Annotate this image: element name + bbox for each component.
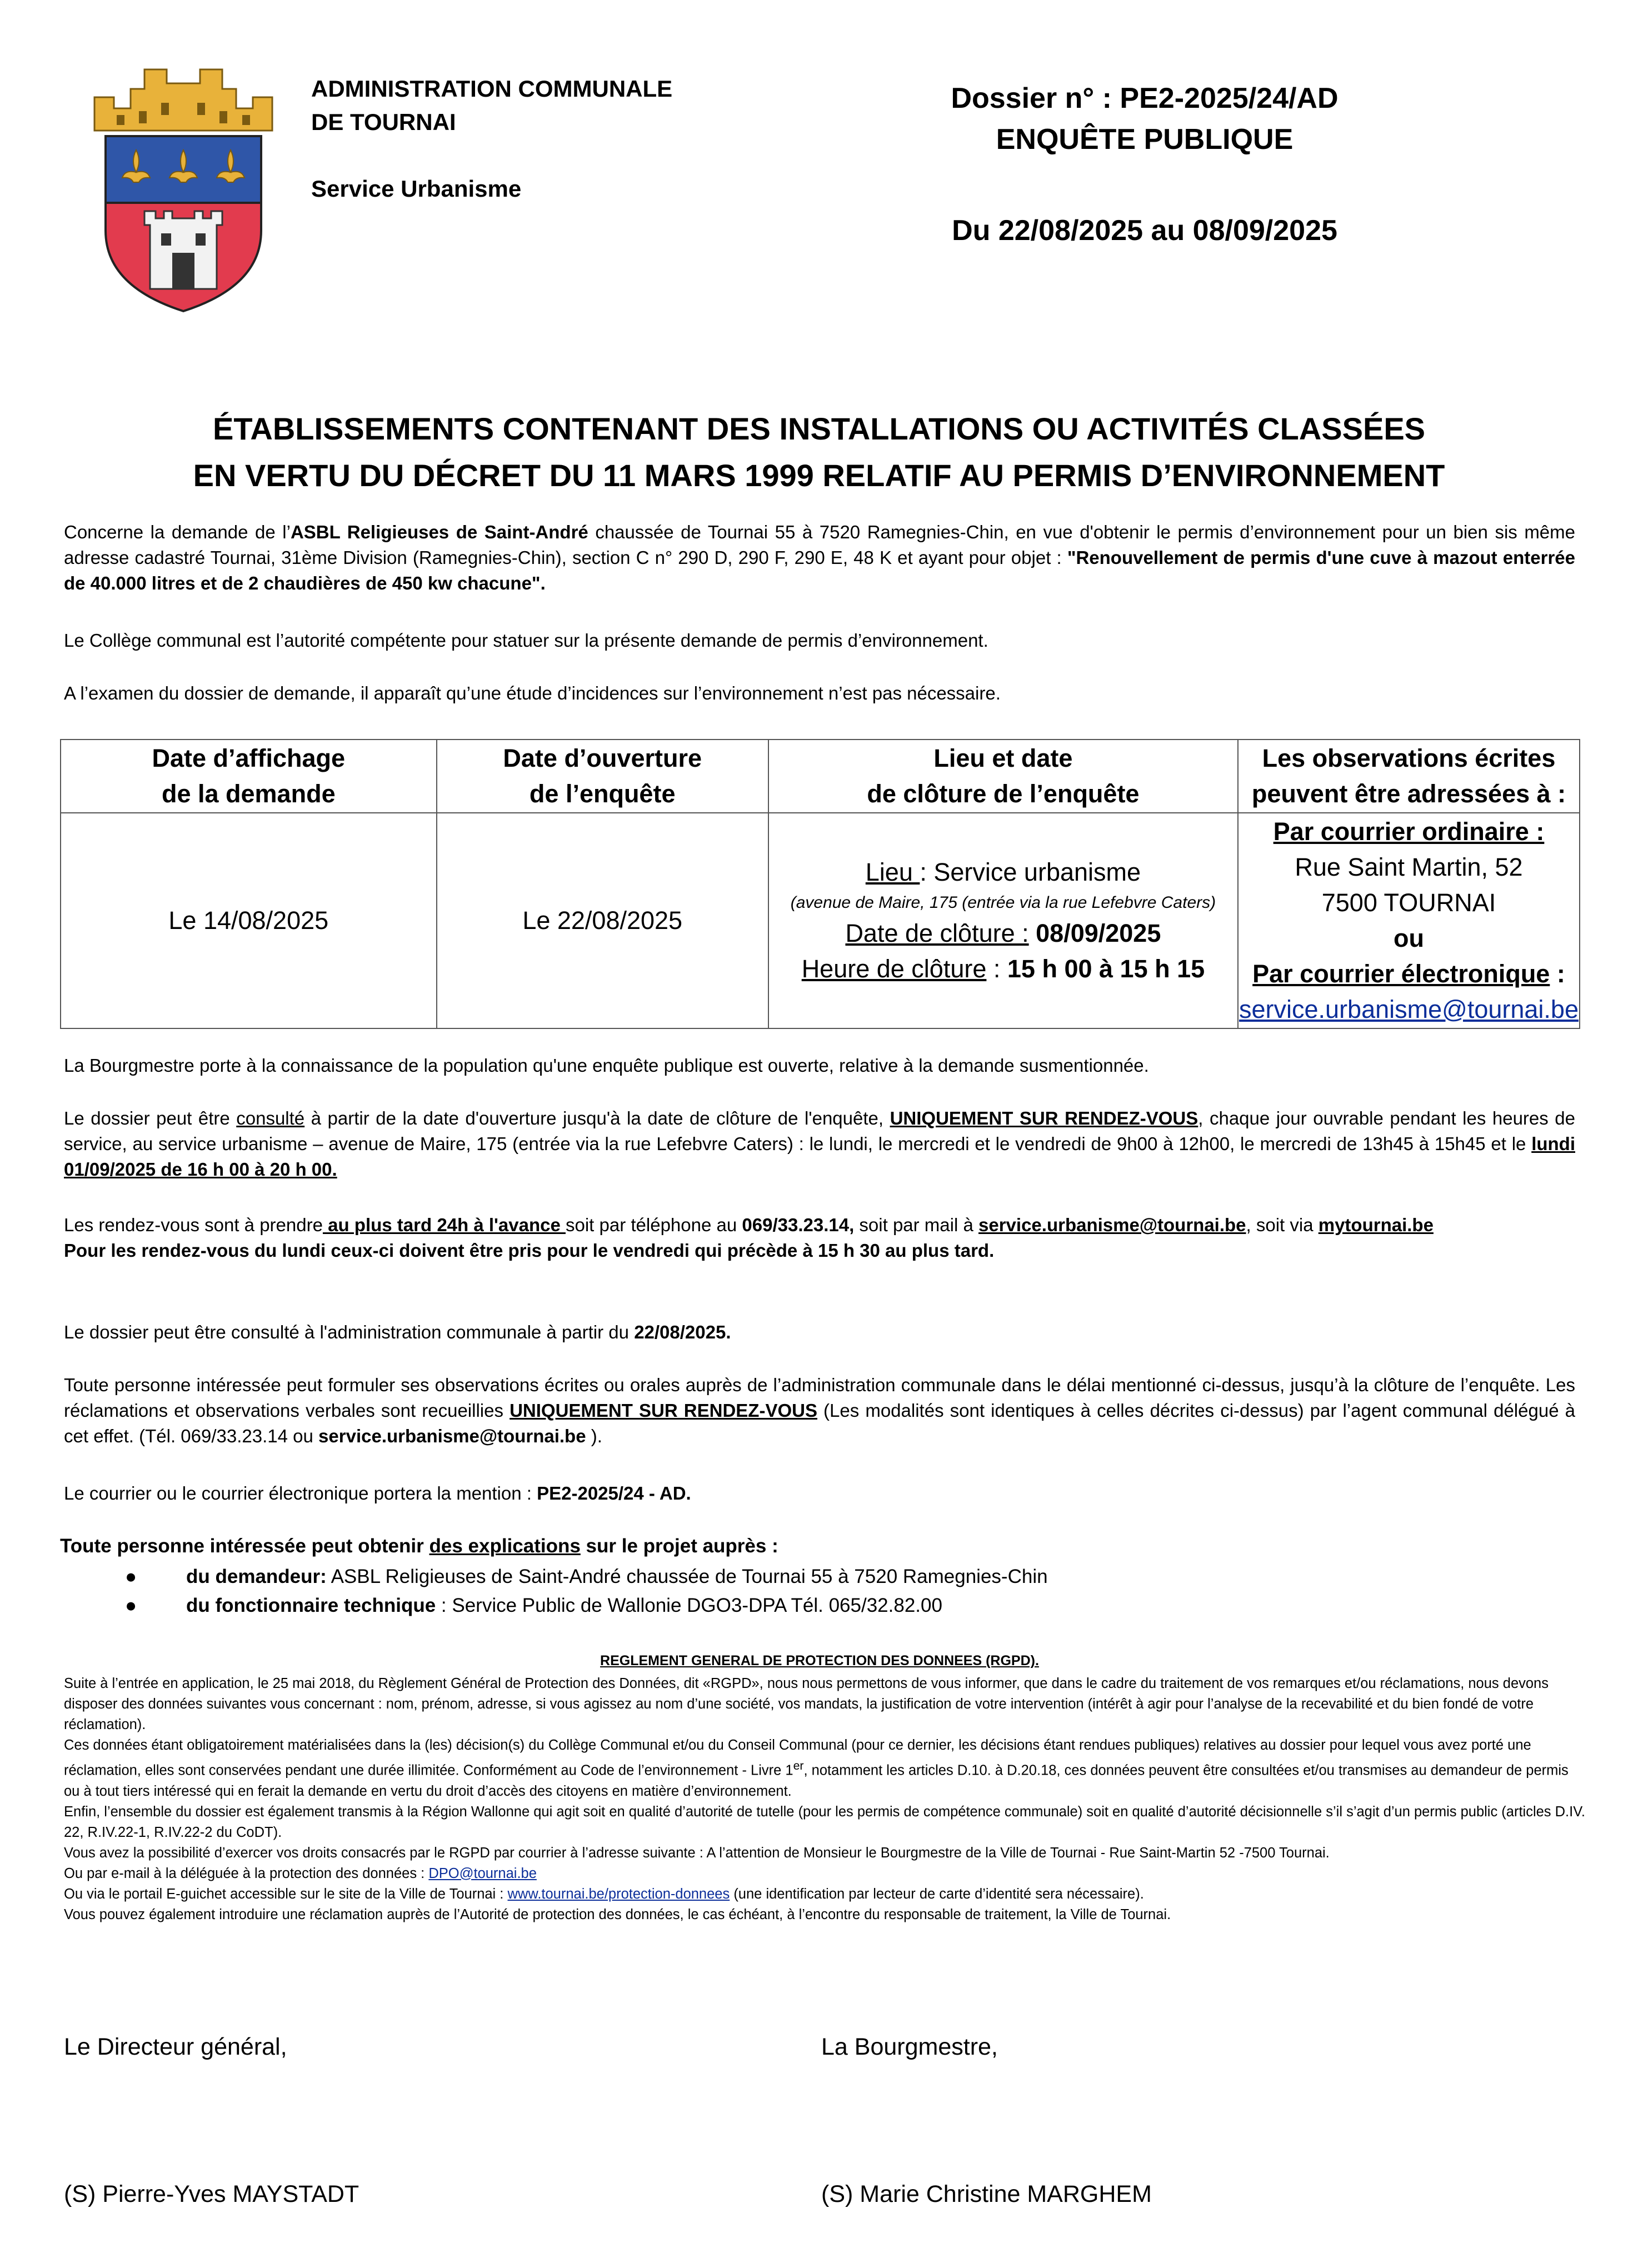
cell-date-ouverture: Le 22/08/2025 — [437, 813, 768, 1028]
service-name: Service Urbanisme — [311, 176, 522, 202]
address-street: Rue Saint Martin, 52 — [1295, 853, 1523, 881]
bullet-icon: ● — [125, 1595, 137, 1616]
mytournai-link[interactable]: mytournai.be — [1318, 1215, 1434, 1235]
rgpd-line: Ou par e-mail à la déléguée à la protection des données : DPO@tournai.be — [64, 1865, 537, 1881]
cloture-value: 08/09/2025 — [1036, 919, 1161, 947]
organization-block — [311, 72, 672, 206]
text: Concerne la demande de l’ — [64, 522, 291, 542]
header-date-ouverture: Date d’ouverture de l’enquête — [437, 740, 768, 813]
cell-date-affichage: Le 14/08/2025 — [61, 813, 437, 1028]
tournai-coat-of-arms-logo — [83, 58, 283, 314]
header-lieu-cloture: Lieu et date de clôture de l’enquête — [768, 740, 1238, 813]
list-item: ● du fonctionnaire technique : Service Public de Wallonie DGO3-DPA Tél. 065/32.82.00 — [125, 1591, 1581, 1620]
text: : — [1550, 960, 1565, 988]
intro-paragraph-college: Le Collège communal est l’autorité compétente pour statuer sur la présente demande de permis d’environnement. — [64, 630, 988, 651]
rgpd-text — [64, 1673, 1586, 1925]
rgpd-line: Suite à l’entrée en application, le 25 mai 2018, du Règlement Général de Protection des Données, dit «RGPD», nous nous permettons de vous informer, que dans le cadre du traitement de vos remarques et/ou réclamations, nous devons disposer des données suivantes vous concernant : nom, prénom, adresse, si vous agissez au nom d’une société, vos mandats, la justification de votre intervention (intérêt à agir pour l’analyse de la recevabilité et du bien fondé de votre réclamation). — [64, 1676, 1549, 1732]
email-link[interactable]: service.urbanisme@tournai.be — [1239, 995, 1579, 1023]
contacts-list — [125, 1562, 1581, 1620]
intro-paragraph-etude: A l’examen du dossier de demande, il apparaît qu’une étude d’incidences sur l’environnement n’est pas nécessaire. — [64, 683, 1001, 703]
signature-title-directeur: Le Directeur général, — [64, 2034, 287, 2060]
paragraph-explications: Toute personne intéressée peut obtenir des explications sur le projet auprès : — [60, 1535, 778, 1557]
courrier-ordinaire-label: Par courrier ordinaire : — [1273, 817, 1545, 846]
paragraph-observations: Toute personne intéressée peut formuler ses observations écrites ou orales auprès de l’administration communale dans le délai mentionné ci-dessus, jusqu’à la clôture de l’enquête. Les réclamations et observations verbales sont recueillies UNIQUEMENT SUR RENDEZ-VOUS (Les modalités sont identiques à celles décrites ci-dessus) par l’agent communal délégué à cet effet. (Tél. 069/33.23.14 ou service.urbanisme@tournai.be ). — [64, 1375, 1575, 1446]
enquete-label: ENQUÊTE PUBLIQUE — [996, 123, 1294, 156]
enquete-period: Du 22/08/2025 au 08/09/2025 — [952, 214, 1337, 247]
dossier-number: Dossier n° : PE2-2025/24/AD — [951, 82, 1339, 114]
cell-observations — [1238, 813, 1580, 1028]
courrier-electronique-label: Par courrier électronique — [1252, 960, 1550, 988]
enquete-info-table — [60, 739, 1580, 1029]
signature-name-directeur: (S) Pierre-Yves MAYSTADT — [64, 2181, 359, 2207]
rgpd-line: Vous pouvez également introduire une réclamation auprès de l’Autorité de protection des données, le cas échéant, à l’encontre du responsable de traitement, la Ville de Tournai. — [64, 1906, 1171, 1922]
org-name-line1: ADMINISTRATION COMMUNALE — [311, 76, 673, 102]
dossier-block — [867, 78, 1422, 160]
paragraph-consultation-date: Le dossier peut être consulté à l'administration communale à partir du 22/08/2025. — [64, 1322, 731, 1342]
table-header-row — [61, 740, 1580, 813]
rgpd-line: Enfin, l’ensemble du dossier est également transmis à la Région Wallonne qui agit soit en qualité d’autorité de tutelle (pour les permis de compétence communale) soit en qualité d’autorité décisionnelle s’il s’agit d’un permis public (articles D.IV. 22, R.IV.22-1, R.IV.22-2 du CoDT). — [64, 1804, 1585, 1840]
paragraph-bourgmestre: La Bourgmestre porte à la connaissance de la population qu'une enquête publique est ouverte, relative à la demande susmentionnée. — [64, 1055, 1149, 1076]
table-row — [61, 813, 1580, 1028]
heure-value: 15 h 00 à 15 h 15 — [1007, 955, 1205, 983]
paragraph-mention: Le courrier ou le courrier électronique portera la mention : PE2-2025/24 - AD. — [64, 1483, 691, 1503]
email-link[interactable]: service.urbanisme@tournai.be — [978, 1215, 1246, 1235]
permit-object: "Renouvellement de permis d'une cuve à mazout enterrée de 40.000 litres et de 2 chaudières de 450 kw chacune". — [64, 547, 1576, 593]
bullet-icon: ● — [125, 1566, 137, 1587]
ou-label: ou — [1394, 924, 1424, 952]
signature-title-bourgmestre: La Bourgmestre, — [821, 2034, 998, 2060]
list-item: ● du demandeur: ASBL Religieuses de Saint-André chaussée de Tournai 55 à 7520 Ramegnies-Chin — [125, 1562, 1581, 1591]
text: chaussée de Tournai 55 à 7520 Ramegnies-Chin, en vue d'obtenir le permis d’environnement pour un bien sis même adresse cadastré Tournai, 31ème Division (Ramegnies-Chin), section C n° 290 D, 290 F, 290 E, 48 K et ayant pour objet : — [64, 522, 1576, 568]
header-date-affichage: Date d’affichage de la demande — [61, 740, 437, 813]
cell-lieu-cloture: Lieu : Service urbanisme (avenue de Maire, 175 (entrée via la rue Lefebvre Caters) Date de clôture : 08/09/2025 Heure de clôture : 15 h 00 à 15 h 15 — [768, 813, 1238, 1028]
dpo-email-link[interactable]: DPO@tournai.be — [428, 1865, 537, 1881]
rgpd-line: Ces données étant obligatoirement matérialisées dans la (les) décision(s) du Collège Communal et/ou du Conseil Communal (pour ce dernier, les décisions étant rendues publiques) relatives au dossier pour lequel vous avez porté une réclamation, elles sont conservées pendant une durée illimitée. Conformément au Code de l’environnement - Livre 1er, notamment les articles D.10. à D.20.18, ces données peuvent être consultées et/ou transmises au demandeur de permis ou à tout tiers intéressé qui en ferait la demande en vertu du droit d’accès des citoyens en matière d’environnement. — [64, 1737, 1569, 1799]
address-city: 7500 TOURNAI — [1321, 888, 1496, 917]
rgpd-line: Vous avez la possibilité d’exercer vos droits consacrés par le RGPD par courrier à l’adresse suivante : A l’attention de Monsieur le Bourgmestre de la Ville de Tournai - Rue Saint-Martin 52 -7500 Tournai. — [64, 1845, 1330, 1861]
lieu-value: : Service urbanisme — [920, 858, 1141, 886]
lieu-note: (avenue de Maire, 175 (entrée via la rue Lefebvre Caters) — [790, 893, 1216, 912]
paragraph-consultation: Le dossier peut être consulté à partir de la date d'ouverture jusqu'à la date de clôture de l'enquête, UNIQUEMENT SUR RENDEZ-VOUS, chaque jour ouvrable pendant les heures de service, au service urbanisme – avenue de Maire, 175 (entrée via la rue Lefebvre Caters) : le lundi, le mercredi et le vendredi de 9h00 à 12h00, le mercredi de 13h45 à 15h45 et le lundi 01/09/2025 de 16 h 00 à 20 h 00. — [64, 1108, 1575, 1180]
paragraph-rendez-vous: Les rendez-vous sont à prendre au plus tard 24h à l'avance soit par téléphone au 069/33.23.14, soit par mail à service.urbanisme@tournai.be, soit via mytournai.be Pour les rendez-vous du lundi ceux-ci doivent être pris pour le vendredi qui précède à 15 h 30 au plus tard. — [64, 1212, 1575, 1263]
org-name-line2: DE TOURNAI — [311, 109, 456, 135]
rgpd-line: Ou via le portail E-guichet accessible sur le site de la Ville de Tournai : www.tournai.be/protection-donnees (une identification par lecteur de carte d’identité sera nécessaire). — [64, 1886, 1144, 1902]
title-line2: EN VERTU DU DÉCRET DU 11 MARS 1999 RELATIF AU PERMIS D’ENVIRONNEMENT — [193, 458, 1445, 493]
paragraph-lundi: Pour les rendez-vous du lundi ceux-ci doivent être pris pour le vendredi qui précède à 15 h 30 au plus tard. — [64, 1240, 995, 1261]
header-observations: Les observations écrites peuvent être adressées à : — [1238, 740, 1580, 813]
title-line1: ÉTABLISSEMENTS CONTENANT DES INSTALLATIONS OU ACTIVITÉS CLASSÉES — [212, 411, 1426, 446]
rgpd-title: REGLEMENT GENERAL DE PROTECTION DES DONNEES (RGPD). — [600, 1653, 1039, 1668]
page-title — [56, 406, 1582, 499]
lieu-label: Lieu — [865, 858, 920, 886]
heure-label: Heure de clôture — [801, 955, 987, 983]
applicant-name: ASBL Religieuses de Saint-André — [290, 522, 588, 542]
cloture-label: Date de clôture : — [845, 919, 1029, 947]
intro-paragraph-demande — [64, 519, 1575, 596]
protection-donnees-link[interactable]: www.tournai.be/protection-donnees — [507, 1886, 730, 1902]
signature-name-bourgmestre: (S) Marie Christine MARGHEM — [821, 2181, 1152, 2207]
